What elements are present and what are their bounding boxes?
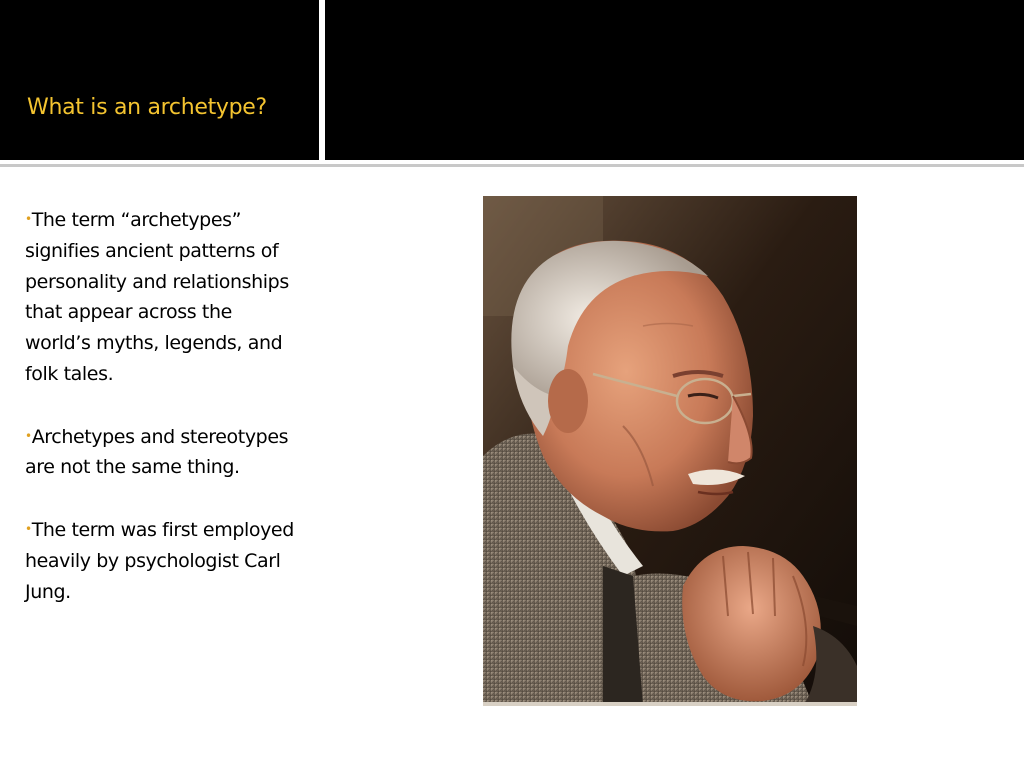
header-rule-grey (0, 164, 1024, 167)
header-band-right (325, 0, 1024, 160)
portrait-illustration (483, 196, 857, 706)
bullet-item (25, 421, 295, 484)
bullet-icon: • (25, 212, 32, 226)
bullet-text: The term “archetypes” signifies ancient patterns of personality and relationships that appear across the world’s myths, legends, and folk tales. (25, 209, 289, 385)
bullet-item (25, 514, 295, 607)
bullet-icon: • (25, 428, 32, 443)
bullet-item (25, 204, 295, 390)
bullet-list (25, 204, 295, 638)
title-band (0, 0, 319, 160)
bullet-icon: • (25, 521, 32, 536)
slide-title: What is an archetype? (27, 95, 267, 120)
bullet-text: Archetypes and stereotypes are not the same thing. (25, 425, 289, 479)
portrait-photo (483, 196, 857, 706)
bullet-text: The term was first employed heavily by psychologist Carl Jung. (25, 518, 294, 603)
